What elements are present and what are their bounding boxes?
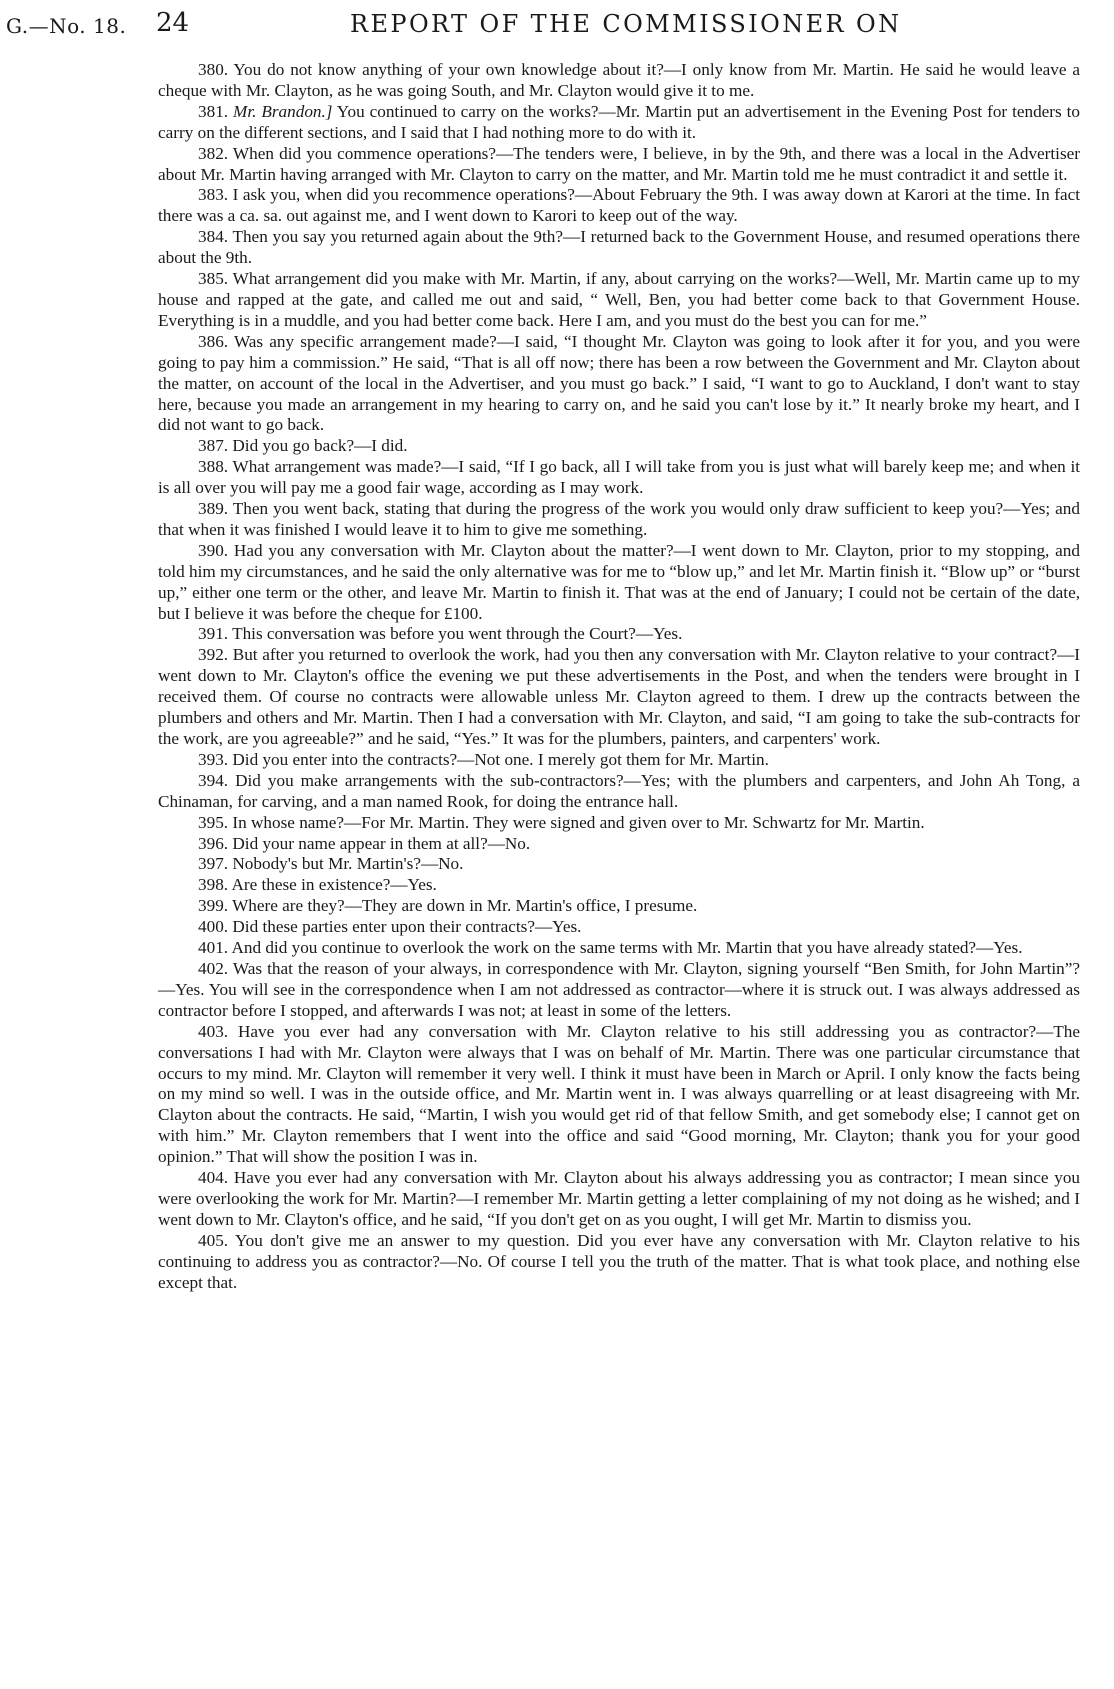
question-number: 386. <box>198 331 229 351</box>
evidence-paragraph <box>158 875 1080 896</box>
question-number: 389. <box>198 499 229 519</box>
question-number: 380. <box>198 60 229 79</box>
question-answer-text: Have you ever had any conversation with Mr. Clayton relative to his still addressing you as contractor?—The conversations I had with Mr. Clayton were always that I was on behalf of Mr. Martin. There was one particular circumstance that occurs to my mind. Mr. Clayton will remember it very well. I think it must have been in March or April. I only know the facts being on my mind so well. I was in the outside office, and Mr. Martin went in. I was always quarrelling or at least disagreeing with Mr. Clayton about the contracts. He said, “Martin, I wish you would get rid of that fellow Smith, and get somebody else; I cannot get on with him.” Mr. Clayton remembers that I went into the office and said “Good morning, Mr. Clayton; thank you for your good opinion.” That will show the position I was in. <box>158 1021 1080 1167</box>
question-answer-text: Was any specific arrangement made?—I said, “I thought Mr. Clayton was going to look after it for you, and you were going to pay him a commission.” He said, “That is all off now; there has been a row between the Government and Mr. Clayton about the matter, on account of the local in the Advertiser, and you must go back.” I said, “I want to go to Auckland, I don't want to stay here, because you made an arrangement in my hearing to carry on, and he said you can't lose by it.” It nearly broke my heart, and I did not want to go back. <box>158 331 1080 435</box>
question-answer-text: Then you went back, stating that during the progress of the work you would only draw sufficient to keep you?—Yes; and that when it was finished I would leave it to him to give me something. <box>158 499 1080 539</box>
question-number: 394. <box>198 770 229 790</box>
evidence-paragraph <box>158 771 1080 813</box>
question-number: 395. <box>198 812 229 832</box>
page-header <box>0 8 1114 44</box>
question-answer-text: Did you go back?—I did. <box>232 436 408 456</box>
question-number: 400. <box>198 917 229 937</box>
question-answer-text: Did you enter into the contracts?—Not one. I merely got them for Mr. Martin. <box>232 749 769 769</box>
question-answer-text: Nobody's but Mr. Martin's?—No. <box>232 854 464 874</box>
evidence-paragraph <box>158 959 1080 1022</box>
paper-reference: G.—No. 18. <box>6 14 127 38</box>
question-number: 401. <box>198 938 229 958</box>
question-number: 390. <box>198 540 229 560</box>
evidence-paragraph <box>158 813 1080 834</box>
evidence-paragraph <box>158 227 1080 269</box>
question-number: 398. <box>198 875 229 895</box>
evidence-paragraph <box>158 645 1080 750</box>
question-number: 397. <box>198 854 229 874</box>
question-answer-text: I ask you, when did you recommence operations?—About February the 9th. I was away down at Karori at the time. In fact there was a ca. sa. out against me, and I went down to Karori to keep out of the way. <box>158 185 1080 226</box>
page-number: 24 <box>156 8 190 38</box>
evidence-paragraph <box>158 541 1080 625</box>
question-number: 381. <box>198 101 229 121</box>
question-answer-text: Was that the reason of your always, in correspondence with Mr. Clayton, signing yourself “Ben Smith, for John Martin”?—Yes. You will see in the correspondence when I am not addressed as contractor—where it is struck out. I was always addressed as contractor before I stopped, and afterwards I was not; at least in some of the letters. <box>158 958 1080 1020</box>
evidence-paragraph <box>158 917 1080 938</box>
evidence-paragraph <box>158 499 1080 541</box>
question-number: 399. <box>198 896 229 916</box>
question-answer-text: Did these parties enter upon their contracts?—Yes. <box>232 917 582 937</box>
question-answer-text: Did your name appear in them at all?—No. <box>232 833 531 853</box>
question-number: 405. <box>198 1230 229 1250</box>
question-answer-text: Where are they?—They are down in Mr. Martin's office, I presume. <box>232 896 698 916</box>
evidence-paragraph <box>158 185 1080 227</box>
question-number: 388. <box>198 457 229 477</box>
question-number: 391. <box>198 624 229 644</box>
question-answer-text: And did you continue to overlook the work on the same terms with Mr. Martin that you have already stated?—Yes. <box>231 938 1023 958</box>
question-number: 393. <box>198 749 229 769</box>
question-answer-text: Then you say you returned again about the 9th?—I returned back to the Government House, and resumed operations there about the 9th. <box>158 227 1080 268</box>
question-number: 396. <box>198 833 229 853</box>
evidence-paragraph <box>158 1022 1080 1168</box>
evidence-paragraph <box>158 102 1080 144</box>
question-answer-text: In whose name?—For Mr. Martin. They were signed and given over to Mr. Schwartz for Mr. Martin. <box>232 812 925 832</box>
evidence-paragraph <box>158 624 1080 645</box>
evidence-paragraph <box>158 750 1080 771</box>
evidence-paragraph <box>158 834 1080 855</box>
running-title: REPORT OF THE COMMISSIONER ON <box>350 10 902 38</box>
question-answer-text: You continued to carry on the works?—Mr. Martin put an advertisement in the Evening Post for tenders to carry on the different sections, and I said that I had nothing more to do with it. <box>158 101 1080 142</box>
evidence-paragraph <box>158 332 1080 437</box>
question-answer-text: Did you make arrangements with the sub-contractors?—Yes; with the plumbers and carpenters, and John Ah Tong, a Chinaman, for carving, and a man named Rook, for doing the entrance hall. <box>158 770 1081 811</box>
question-answer-text: Had you any conversation with Mr. Clayton about the matter?—I went down to Mr. Clayton, prior to my stopping, and told him my circumstances, and he said the only alternative was for me to “blow up,” and let Mr. Martin finish it. “Blow up” or “burst up,” either one term or the other, and leave Mr. Martin to finish it. That was at the end of January; I could not be certain of the date, but I believe it was before the cheque for £100. <box>158 540 1080 623</box>
question-number: 402. <box>198 958 229 978</box>
evidence-paragraph <box>158 457 1080 499</box>
evidence-paragraph <box>158 1231 1080 1294</box>
evidence-body <box>158 60 1080 1293</box>
question-number: 404. <box>198 1168 229 1188</box>
question-number: 384. <box>198 227 229 247</box>
question-answer-text: But after you returned to overlook the work, had you then any conversation with Mr. Clayton relative to your contract?—I went down to Mr. Clayton's office the evening we put these advertisements in the Post, and when the tenders were brought in I received them. Of course no contracts were allowable unless Mr. Clayton agreed to them. I drew up the contracts between the plumbers and others and Mr. Martin. Then I had a conversation with Mr. Clayton, and said, “I am going to take the sub-contracts for the work, are you agreeable?” and he said, “Yes.” It was for the plumbers, painters, and carpenters' work. <box>158 645 1080 748</box>
question-number: 383. <box>198 185 229 205</box>
evidence-paragraph <box>158 1168 1080 1231</box>
question-answer-text: What arrangement did you make with Mr. Martin, if any, about carrying on the works?—Well, Mr. Martin came up to my house and rapped at the gate, and called me out and said, “ Well, Ben, you had better come back to that Government House. Everything is in a muddle, and you had better come back. Here I am, and you must do the best you can for me.” <box>158 269 1080 330</box>
evidence-paragraph <box>158 269 1080 332</box>
question-number: 382. <box>198 143 229 163</box>
question-answer-text: When did you commence operations?—The tenders were, I believe, in by the 9th, and there was a local in the Advertiser about Mr. Martin having arranged with Mr. Clayton to carry on the matter, and Mr. Martin told me he must contradict it and settle it. <box>158 143 1080 184</box>
evidence-paragraph <box>158 938 1080 959</box>
speaker-label: Mr. Brandon.] <box>233 101 333 121</box>
evidence-paragraph <box>158 436 1080 457</box>
evidence-paragraph <box>158 896 1080 917</box>
question-number: 392. <box>198 645 229 665</box>
question-answer-text: You do not know anything of your own knowledge about it?—I only know from Mr. Martin. He said he would leave a cheque with Mr. Clayton, as he was going South, and Mr. Clayton would give it to me. <box>158 60 1080 100</box>
question-number: 385. <box>198 269 229 289</box>
question-number: 403. <box>198 1021 229 1041</box>
evidence-paragraph <box>158 854 1080 875</box>
question-number: 387. <box>198 436 229 456</box>
question-answer-text: Are these in existence?—Yes. <box>231 875 437 895</box>
evidence-paragraph <box>158 144 1080 186</box>
question-answer-text: This conversation was before you went through the Court?—Yes. <box>232 624 683 644</box>
question-answer-text: You don't give me an answer to my question. Did you ever have any conversation with Mr. Clayton relative to his continuing to address you as contractor?—No. Of course I tell you the truth of the matter. That is what took place, and nothing else except that. <box>158 1230 1080 1292</box>
question-answer-text: What arrangement was made?—I said, “If I go back, all I will take from you is just what will barely keep me; and when it is all over you will pay me a good fair wage, according as I may work. <box>158 457 1080 498</box>
evidence-paragraph <box>158 60 1080 102</box>
question-answer-text: Have you ever had any conversation with Mr. Clayton about his always addressing you as contractor; I mean since you were overlooking the work for Mr. Martin?—I remember Mr. Martin getting a letter complaining of my not doing as he wished; and I went down to Mr. Clayton's office, and he said, “If you don't get on as you ought, I will get Mr. Martin to dismiss you. <box>158 1168 1081 1229</box>
